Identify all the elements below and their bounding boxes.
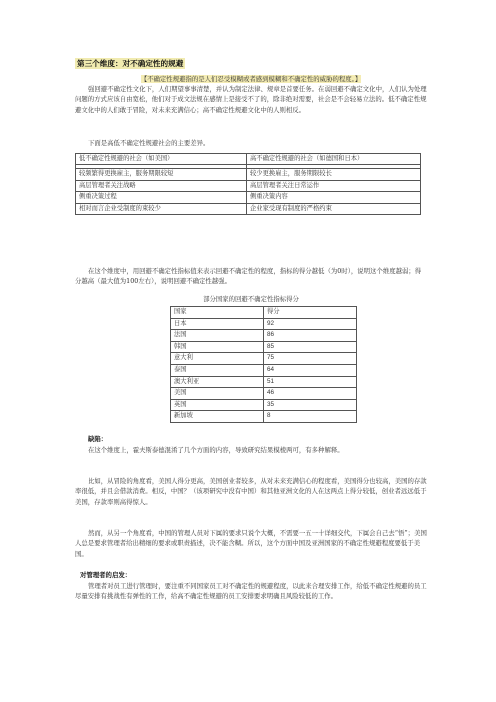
table-row	[76, 192, 421, 203]
score-cell: 46	[264, 388, 357, 400]
table-header-row	[171, 307, 357, 319]
country-score-table	[170, 306, 357, 423]
table-row	[171, 364, 357, 376]
country-cell: 新加坡	[171, 411, 264, 423]
country-cell: 意大利	[171, 353, 264, 365]
score-cell: 75	[264, 353, 357, 365]
table-row	[171, 376, 357, 388]
country-cell: 泰国	[171, 364, 264, 376]
flaw-heading: 缺陷：	[88, 435, 108, 443]
flaw-paragraph-3: 然而，从另一个角度看，中国的管理人员对下属的要求只说个大概，不需要一五一十详细交代，下属会自己去“悟”；美国人总是要求管理者给出精细的要求或职责描述，决不能含糊。所以，这个方面中国及亚洲国家的不确定性规避程度要低于美国。	[75, 529, 427, 558]
table-row	[171, 341, 357, 353]
insight-paragraph: 管理者对员工进行管理时，要注重不同国家员工对不确定性的规避程度，以此来合理安排工作，给低不确定性规避的员工尽量安排有挑战性有弹性的工作，给高不确定性规避的员工安排要求明确且风险较低的工作。	[75, 582, 427, 601]
score-cell: 86	[264, 330, 357, 342]
definition-line	[75, 74, 427, 84]
table-row	[76, 180, 421, 191]
table-header-row	[76, 154, 421, 165]
table-cell: 高层管理者关注日常运作	[247, 180, 421, 191]
score-cell: 35	[264, 399, 357, 411]
country-cell: 澳大利亚	[171, 376, 264, 388]
table-cell: 较少更换雇主，服务期限较长	[247, 169, 421, 180]
table-row	[171, 318, 357, 330]
country-cell: 美国	[171, 388, 264, 400]
table-cell: 侧重决策过程	[76, 192, 247, 203]
table-cell: 高层管理者关注战略	[76, 180, 247, 191]
table-cell: 侧重决策内容	[247, 192, 421, 203]
intro-paragraph: 强回避不确定性文化下，人们期望事事清楚，并认为制定法律、规章是首要任务。在弱回避不确定文化中，人们认为处理问题的方式应该自由宽松，他们对于成文法规在感情上是接受不了的，除非绝对需要，社会是不会轻易立法的。低不确定性规避文化中的人们敢于冒险，对未来充满信心；高不确定性规避文化中的人则相反。	[75, 85, 427, 114]
table-cell: 相对而言企业受制度的束较少	[76, 203, 247, 214]
scoring-note: 在这个维度中，用回避不确定性指标值来表示回避不确定性的程度，指标的得分越低（为0时），说明这个维度越弱；得分越高（最大值为100左右），说明回避不确定性越强。	[75, 267, 422, 286]
score-cell: 8	[264, 411, 357, 423]
table-row	[76, 169, 421, 180]
table-row	[171, 353, 357, 365]
table-header-cell: 得分	[264, 307, 357, 319]
score-cell: 85	[264, 341, 357, 353]
table-header-cell: 国家	[171, 307, 264, 319]
table-row	[76, 203, 421, 214]
uncertainty-comparison-table	[75, 153, 421, 215]
table-cell: 较频繁得更换雇主，服务期限较短	[76, 169, 247, 180]
score-cell: 51	[264, 376, 357, 388]
country-cell: 法国	[171, 330, 264, 342]
definition-highlight: 【不确定性规避指的是人们忍受模糊或者感到模糊和不确定性的威胁的程度。】	[140, 75, 362, 83]
table1-intro: 下面是高低不确定性规避社会的主要差异。	[88, 139, 210, 147]
table-row	[171, 399, 357, 411]
insight-heading: 对管理者的启发：	[80, 571, 132, 579]
score-cell: 92	[264, 318, 357, 330]
flaw-paragraph-1: 在这个维度上，霍夫斯泰德混淆了几个方面的内容，导致研究结果模棱两可，有多种解释。	[88, 446, 344, 454]
table-row	[171, 330, 357, 342]
table-header-cell: 高不确定性规避的社会（如德国和日本）	[247, 154, 421, 165]
table-row	[171, 388, 357, 400]
table-cell: 企业家受现有制度的严格约束	[247, 203, 421, 214]
table-row	[171, 411, 357, 423]
table-header-cell: 低不确定性规避的社会（如美国）	[76, 154, 247, 165]
country-cell: 英国	[171, 399, 264, 411]
flaw-paragraph-2: 比如，从冒险的角度看，美国人得分更高，美国创业者较多，从对未来充满信心的程度看，美国得分也较高，美国的存款率很低，并且会借款消费。相反，中国？（该项研究中没有中国）和其他亚洲文化的人在这两点上得分较低，创业者远远低于美国，存款率则高得惊人。	[75, 477, 427, 506]
country-cell: 韩国	[171, 341, 264, 353]
score-cell: 64	[264, 364, 357, 376]
section-heading: 第三个维度：对不确定性的规避	[77, 59, 184, 68]
table2-caption: 部分国家的回避不确定性指标得分	[203, 295, 299, 303]
country-cell: 日本	[171, 318, 264, 330]
